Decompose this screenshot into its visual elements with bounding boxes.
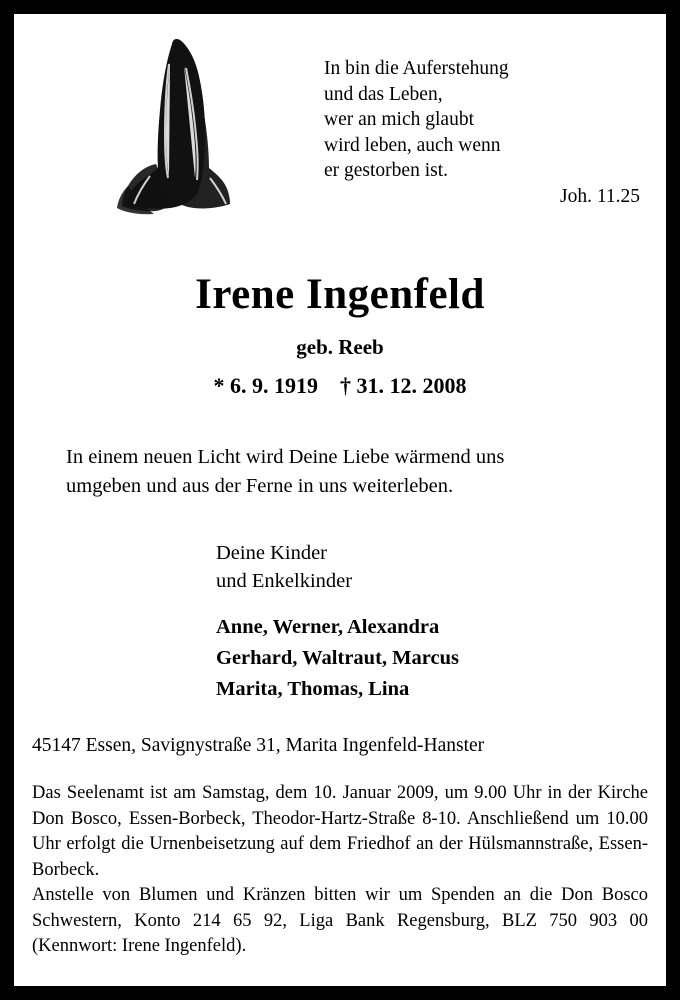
family-label-children: Deine Kinder bbox=[216, 542, 327, 564]
family-name-line: Anne, Werner, Alexandra bbox=[216, 616, 440, 638]
deceased-name: Irene Ingenfeld bbox=[195, 271, 485, 318]
verse-line: er gestorben ist. bbox=[324, 160, 449, 181]
family-name-line: Gerhard, Waltraut, Marcus bbox=[216, 647, 459, 669]
verse-line: und das Leben, bbox=[324, 83, 443, 105]
birth-date: * 6. 9. 1919 bbox=[213, 373, 318, 398]
family-name-line: Marita, Thomas, Lina bbox=[216, 678, 410, 700]
header-section bbox=[14, 14, 666, 236]
verse-line: wird leben, auch wenn bbox=[324, 134, 501, 156]
family-labels bbox=[14, 539, 666, 595]
bible-verse bbox=[324, 56, 644, 209]
service-details bbox=[14, 781, 666, 960]
death-date: † 31. 12. 2008 bbox=[340, 373, 467, 398]
memorial-poem bbox=[14, 443, 666, 501]
praying-hands-icon bbox=[110, 36, 240, 216]
poem-line: In einem neuen Licht wird Deine Liebe wärmend uns bbox=[66, 446, 505, 468]
family-names bbox=[14, 612, 666, 705]
verse-line: wer an mich glaubt bbox=[324, 109, 474, 130]
contact-address: 45147 Essen, Savignystraße 31, Marita Ingenfeld-Hanster bbox=[32, 735, 485, 756]
life-dates bbox=[14, 373, 666, 399]
poem-line: umgeben und aus der Ferne in uns weiterleben. bbox=[66, 475, 454, 497]
maiden-name: geb. Reeb bbox=[296, 335, 384, 359]
obituary-notice bbox=[14, 14, 666, 986]
donation-info: Anstelle von Blumen und Kränzen bitten wir um Spenden an die Don Bosco Schwestern, Konto 214 65 92, Liga Bank Regensburg, BLZ 750 903 00 (Kennwort: Irene Ingenfeld). bbox=[32, 885, 648, 956]
verse-line: In bin die Auferstehung bbox=[324, 58, 509, 79]
family-label-grandchildren: und Enkelkinder bbox=[216, 570, 353, 592]
service-info: Das Seelenamt ist am Samstag, dem 10. Januar 2009, um 9.00 Uhr in der Kirche Don Bosco, Essen-Borbeck, Theodor-Hartz-Straße 8-10. Anschließend um 10.00 Uhr erfolgt die Urnenbeisetzung auf dem Friedhof an der Hülsmannstraße, Essen-Borbeck. bbox=[32, 783, 648, 880]
verse-reference: Joh. 11.25 bbox=[560, 185, 640, 207]
